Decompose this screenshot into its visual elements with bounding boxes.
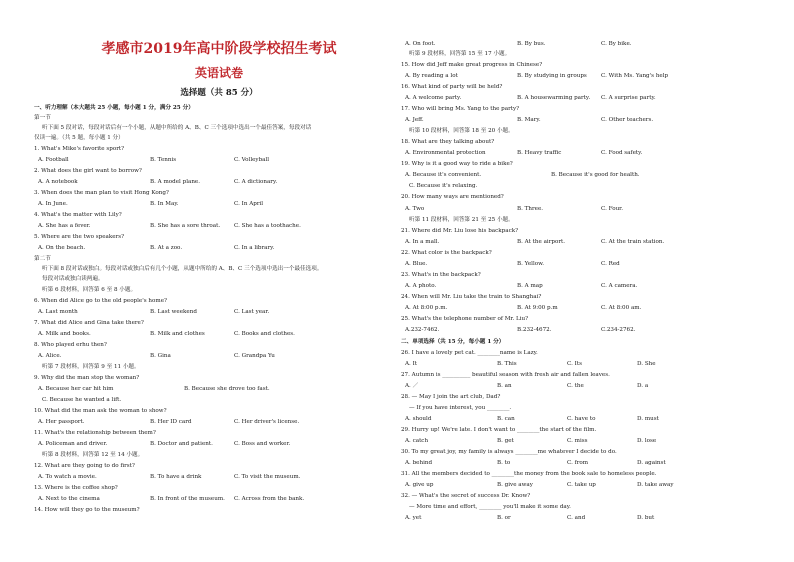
answer-option: B. Her ID card (150, 419, 192, 425)
answer-option: B. Doctor and patient. (150, 441, 213, 447)
exam-title: 孝感市2019年高中阶段学校招生考试 (101, 41, 337, 57)
answer-option: A. A welcome party. (405, 95, 462, 101)
answer-option: B. In May. (150, 201, 179, 207)
text-line: 8. Who played erhu then? (34, 342, 107, 348)
answer-option: A. Milk and books. (38, 331, 91, 337)
answer-option: A. On the beach. (38, 245, 86, 251)
text-line: 23. What's in the backpack? (401, 272, 481, 278)
answer-option: C. Grandpa Yu (234, 353, 275, 359)
text-line: 13. Where is the coffee shop? (34, 485, 118, 491)
answer-option: D. must (637, 416, 659, 422)
answer-option: A. Alice. (38, 353, 62, 359)
answer-option: B. A housewarming party. (517, 95, 591, 101)
text-line: 27. Autumn is __________ beautiful season with fresh air and fallen leaves. (401, 372, 610, 378)
answer-option: C. A surprise party. (601, 95, 656, 101)
text-line: 14. How will they go to the museum? (34, 507, 140, 513)
answer-option: A. In a mall. (405, 239, 440, 245)
text-line: 25. What's the telephone number of Mr. Liu? (401, 316, 529, 322)
text-line: 18. What are they talking about? (401, 139, 495, 145)
text-line: 15. How did Jeff make great progress in Chinese? (401, 62, 543, 68)
text-line: 听第 9 段材料，回答第 15 至 17 小题。 (409, 51, 511, 57)
text-line: 听第 11 段材料，回答第 21 至 25 小题。 (409, 217, 514, 223)
answer-option: A. By reading a lot (405, 73, 458, 79)
answer-option: A. Policeman and driver. (38, 441, 108, 447)
text-line: C. Because he wanted a lift. (42, 397, 122, 403)
text-line: 二、单项选择（共 15 分，每小题 1 分） (401, 339, 505, 345)
answer-option: C. A dictionary. (234, 179, 278, 185)
text-line: 12. What are they going to do first? (34, 463, 135, 469)
answer-option: B. Mary. (517, 117, 541, 123)
text-line: 19. Why is it a good way to ride a bike? (401, 161, 513, 167)
text-line: 26. I have a lovely pet cat. ________name is Lazy. (401, 350, 538, 356)
answer-option: C. By bike. (601, 41, 632, 47)
answer-option: C. In a library. (234, 245, 275, 251)
answer-option: B. Because she drove too fast. (184, 386, 270, 392)
text-line: 2. What does the girl want to borrow? (34, 168, 142, 174)
answer-option: A. give up (405, 482, 434, 488)
text-line: 11. What's the relationship between them? (34, 430, 156, 436)
section-heading: 选择题（共 85 分） (180, 88, 258, 98)
answer-option: B. Tennis (150, 157, 177, 163)
answer-option: C. A camera. (601, 283, 638, 289)
text-line: 17. Who will bring Ms. Yang to the party? (401, 106, 520, 112)
answer-option: B. Yellow. (517, 261, 545, 267)
text-line: 30. To my great joy, my family is always ________me whatever I decide to do. (401, 449, 617, 455)
answer-option: C. and (567, 515, 586, 521)
text-line: 10. What did the man ask the woman to show? (34, 408, 167, 414)
answer-option: A. In June. (38, 201, 68, 207)
answer-option: C. Red (601, 261, 620, 267)
answer-option: C. At 8:00 am. (601, 305, 642, 311)
text-line: 听第 10 段材料，回答第 18 至 20 小题。 (409, 128, 514, 134)
text-line: 一、听力理解（本大题共 25 小题，每小题 1 分，满分 25 分） (34, 105, 194, 111)
answer-option: B. to (497, 460, 511, 466)
answer-option: A. Two (405, 206, 425, 212)
answer-option: A. behind (405, 460, 433, 466)
answer-option: A. Environmental protection (405, 150, 486, 156)
text-line: — If you have interest, you ________. (409, 405, 512, 411)
text-line: — More time and effort, ________ you'll make it some day. (409, 504, 571, 510)
text-line: 听第 6 段材料，回答第 6 至 8 小题。 (42, 287, 137, 293)
answer-option: D. She (637, 361, 656, 367)
answer-option: C. Volleyball (234, 157, 270, 163)
answer-option: B. At 9:00 p.m (517, 305, 558, 311)
answer-option: A. A notebook (38, 179, 78, 185)
text-line: 听第 8 段材料，回答第 12 至 14 小题。 (42, 452, 144, 458)
text-line: 28. — May I join the art club, Dad? (401, 394, 501, 400)
text-line: 1. What's Mike's favorite sport? (34, 146, 125, 152)
answer-option: B. At the airport. (517, 239, 566, 245)
answer-option: B. At a zoo. (150, 245, 183, 251)
answer-option: D. lose (637, 438, 657, 444)
text-line: 5. Where are the two speakers? (34, 234, 125, 240)
answer-option: C. At the train station. (601, 239, 665, 245)
text-line: 16. What kind of party will be held? (401, 84, 503, 90)
answer-option: A. To watch a movie. (38, 474, 97, 480)
answer-option: A. yet (405, 515, 422, 521)
answer-option: A. Jeff. (405, 117, 424, 123)
answer-option: A. Because her car hit him (38, 386, 114, 392)
answer-option: B. Last weekend (150, 309, 197, 315)
answer-option: B. To have a drink (150, 474, 202, 480)
answer-option: D. a (637, 383, 649, 389)
answer-option: B. A model plane. (150, 179, 201, 185)
answer-option: A. Last month (38, 309, 78, 315)
answer-option: C.234-2762. (601, 327, 636, 333)
text-line: 听下面 5 段对话，每段对话后有一个小题，从题中所给的 A、B、C 三个选项中选出一个最佳答案，每段对话 (42, 125, 312, 131)
answer-option: B. Heavy traffic (517, 150, 562, 156)
answer-option: C. Other teachers. (601, 117, 654, 123)
text-line: 22. What color is the backpack? (401, 250, 492, 256)
answer-option: C. have to (567, 416, 596, 422)
answer-option: D. but (637, 515, 655, 521)
answer-option: C. Four. (601, 206, 624, 212)
answer-option: A. Football (38, 157, 69, 163)
answer-option: A. A photo. (405, 283, 437, 289)
answer-option: A. She has a fever. (38, 223, 91, 229)
text-line: C. Because it's relaxing. (409, 183, 478, 189)
text-line: 每段对话或独白读两遍。 (42, 276, 104, 282)
answer-option: A. catch (405, 438, 429, 444)
answer-option: B. By bus. (517, 41, 546, 47)
answer-option: A. should (405, 416, 432, 422)
answer-option: C. miss (567, 438, 588, 444)
answer-option: C. Books and clothes. (234, 331, 295, 337)
text-line: 仅读一遍。（共 5 题，每小题 1 分） (34, 135, 124, 141)
answer-option: B. By studying in groups (517, 73, 587, 79)
text-line: 20. How many ways are mentioned? (401, 194, 504, 200)
answer-option: B. A map (517, 283, 543, 289)
answer-option: C. Her driver's license. (234, 419, 300, 425)
answer-option: B. get (497, 438, 514, 444)
text-line: 6. When did Alice go to the old people's home? (34, 298, 168, 304)
answer-option: A. Blue. (405, 261, 428, 267)
text-line: 听下面 8 段对话或独白。每段对话或独白后有几个小题，从题中所给的 A、B、C 三个选项中选出一个最佳选项。 (42, 266, 323, 272)
text-line: 29. Hurry up! We're late. I don't want to ________the start of the film. (401, 427, 597, 433)
answer-option: A. At 8:00 p.m. (405, 305, 448, 311)
answer-option: B. or (497, 515, 511, 521)
answer-option: C. Boss and worker. (234, 441, 291, 447)
text-line: 4. What's the matter with Lily? (34, 212, 122, 218)
answer-option: B. Three. (517, 206, 544, 212)
answer-option: A. Because it's convenient. (405, 172, 482, 178)
text-line: 21. Where did Mr. Liu lose his backpack? (401, 228, 519, 234)
answer-option: A. It (405, 361, 418, 367)
answer-option: C. Across from the bank. (234, 496, 305, 502)
text-line: 3. When does the man plan to visit Hong Kong? (34, 190, 169, 196)
answer-option: B.232-4672. (517, 327, 552, 333)
answer-option: A. On foot. (405, 41, 436, 47)
text-line: 听第 7 段材料，回答第 9 至 11 小题。 (42, 364, 140, 370)
text-line: 第二节 (34, 256, 51, 262)
answer-option: C. Last year. (234, 309, 270, 315)
text-line: 24. When will Mr. Liu take the train to Shanghai? (401, 294, 542, 300)
answer-option: C. To visit the museum. (234, 474, 301, 480)
answer-option: C. Food safety. (601, 150, 643, 156)
answer-option: C. With Ms. Yang's help (601, 73, 669, 79)
answer-option: C. Its (567, 361, 582, 367)
answer-option: C. She has a toothache. (234, 223, 301, 229)
answer-option: B. She has a sore throat. (150, 223, 221, 229)
answer-option: A. ／ (405, 383, 419, 389)
answer-option: A.232-7462. (405, 327, 440, 333)
text-line: 31. All the members decided to ________the money from the book sale to homeless people. (401, 471, 657, 477)
answer-option: B. give away (497, 482, 533, 488)
text-line: 9. Why did the man stop the woman? (34, 375, 140, 381)
answer-option: A. Her passport. (38, 419, 85, 425)
answer-option: D. take away (637, 482, 674, 488)
answer-option: B. Because it's good for health. (551, 172, 640, 178)
answer-option: C. In April (234, 201, 264, 207)
answer-option: B. can (497, 416, 515, 422)
answer-option: A. Next to the cinema (38, 496, 100, 502)
answer-option: B. Gina (150, 353, 171, 359)
exam-subtitle: 英语试卷 (194, 66, 243, 80)
answer-option: B. an (497, 383, 512, 389)
text-line: 7. What did Alice and Gina take there? (34, 320, 144, 326)
answer-option: C. from (567, 460, 589, 466)
answer-option: B. This (497, 361, 517, 367)
answer-option: C. the (567, 383, 584, 389)
text-line: 32. — What's the secret of success Dr. Know? (401, 493, 531, 499)
answer-option: D. against (637, 460, 666, 466)
answer-option: B. Milk and clothes (150, 331, 205, 337)
answer-option: C. take up (567, 482, 596, 488)
text-line: 第一节 (34, 115, 51, 121)
answer-option: B. In front of the museum. (150, 496, 225, 502)
